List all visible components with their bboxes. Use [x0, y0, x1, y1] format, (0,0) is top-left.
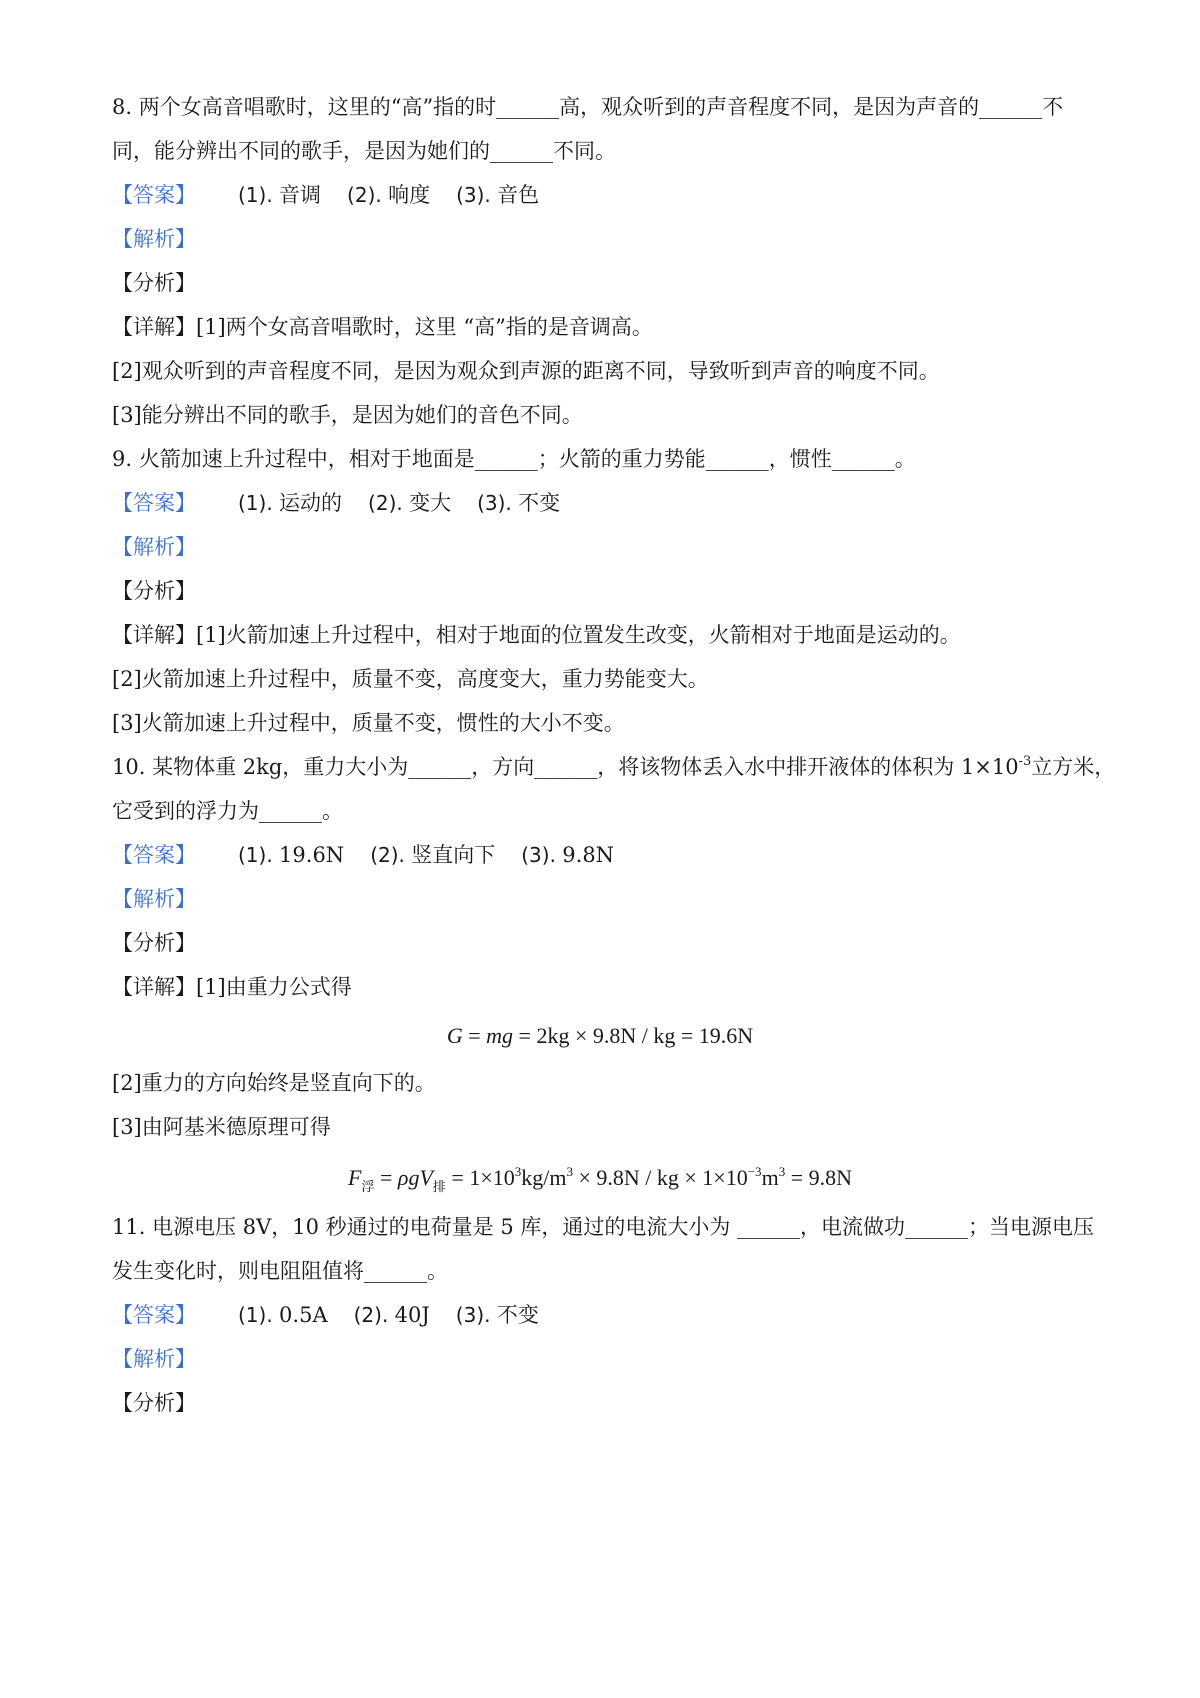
q8-stem-line1: 8. 两个女高音唱歌时，这里的“高”指的时______高，观众听到的声音程度不同，是因为声音的______不	[112, 95, 1064, 119]
answer-item: (1). 19.6N	[238, 843, 345, 867]
q10-detail-3: [3]由阿基米德原理可得	[112, 1115, 331, 1139]
q8-answer-row	[112, 180, 1102, 210]
gravity-formula: G = mg = 2kg × 9.8N / kg = 19.6N	[446, 1023, 754, 1048]
q10-stem-line2: 它受到的浮力为______。	[112, 799, 343, 823]
q9-answer-row	[112, 488, 1102, 518]
answer-item: (1). 运动的	[238, 491, 343, 515]
answer-item: (2). 40J	[353, 1303, 430, 1327]
q8-detail-3: [3]能分辨出不同的歌手，是因为她们的音色不同。	[112, 403, 583, 427]
q9-stem-line1: 9. 火箭加速上升过程中，相对于地面是______；火箭的重力势能______，惯性______。	[112, 447, 916, 471]
q11-stem-line2: 发生变化时，则电阻阻值将______。	[112, 1259, 448, 1283]
q10-stem-line1: 10. 某物体重 2kg，重力大小为______，方向______，将该物体丢入水中排开液体的体积为 $1\times 10^{-3}$立方米，	[112, 754, 1116, 779]
q8-detail-2: [2]观众听到的声音程度不同，是因为观众到声源的距离不同，导致听到声音的响度不同。	[112, 359, 940, 383]
answer-item: (2). 变大	[368, 491, 452, 515]
q8-detail-1: 【详解】[1]两个女高音唱歌时，这里 “高”指的是音调高。	[112, 315, 653, 339]
answer-item: (2). 响度	[347, 183, 431, 207]
q9-detail-3: [3]火箭加速上升过程中，质量不变，惯性的大小不变。	[112, 711, 625, 735]
answer-item: (2). 竖直向下	[370, 843, 496, 867]
buoyancy-formula: $F_浮 = \rho gV_排 = 1\times 10^3kg/m^3 \times 9.8N$ / kg × $1\times 10^{-3}m^3 = 9.8N$	[348, 1164, 852, 1194]
q10-detail-1: 【详解】[1]由重力公式得	[112, 975, 352, 999]
q8-stem-line2: 同，能分辨出不同的歌手，是因为她们的______不同。	[112, 139, 616, 163]
answer-label: 【答案】	[112, 843, 196, 867]
fenxi-label: 【分析】	[112, 931, 196, 955]
answer-item: (3). 不变	[477, 491, 561, 515]
jiexi-label: 【解析】	[112, 887, 196, 911]
q11-stem-line1: 11. 电源电压 8V，10 秒通过的电荷量是 5 库，通过的电流大小为 ______，电流做功______；当电源电压	[112, 1215, 1095, 1239]
answer-item: (3). 9.8N	[521, 843, 615, 867]
answer-item: (1). 0.5A	[238, 1303, 328, 1327]
fenxi-label: 【分析】	[112, 271, 196, 295]
fenxi-label: 【分析】	[112, 1391, 196, 1415]
fenxi-label: 【分析】	[112, 579, 196, 603]
answer-label: 【答案】	[112, 491, 196, 515]
q11-answer-row	[112, 1300, 1102, 1330]
q9-detail-2: [2]火箭加速上升过程中，质量不变，高度变大，重力势能变大。	[112, 667, 709, 691]
answer-label: 【答案】	[112, 183, 196, 207]
q10-detail-2: [2]重力的方向始终是竖直向下的。	[112, 1071, 436, 1095]
jiexi-label: 【解析】	[112, 227, 196, 251]
answer-item: (3). 不变	[455, 1303, 539, 1327]
q9-detail-1: 【详解】[1]火箭加速上升过程中，相对于地面的位置发生改变，火箭相对于地面是运动的。	[112, 623, 961, 647]
answer-item: (3). 音色	[456, 183, 540, 207]
q10-answer-row	[112, 840, 1102, 870]
answer-item: (1). 音调	[238, 183, 322, 207]
jiexi-label: 【解析】	[112, 535, 196, 559]
jiexi-label: 【解析】	[112, 1347, 196, 1371]
answer-label: 【答案】	[112, 1303, 196, 1327]
